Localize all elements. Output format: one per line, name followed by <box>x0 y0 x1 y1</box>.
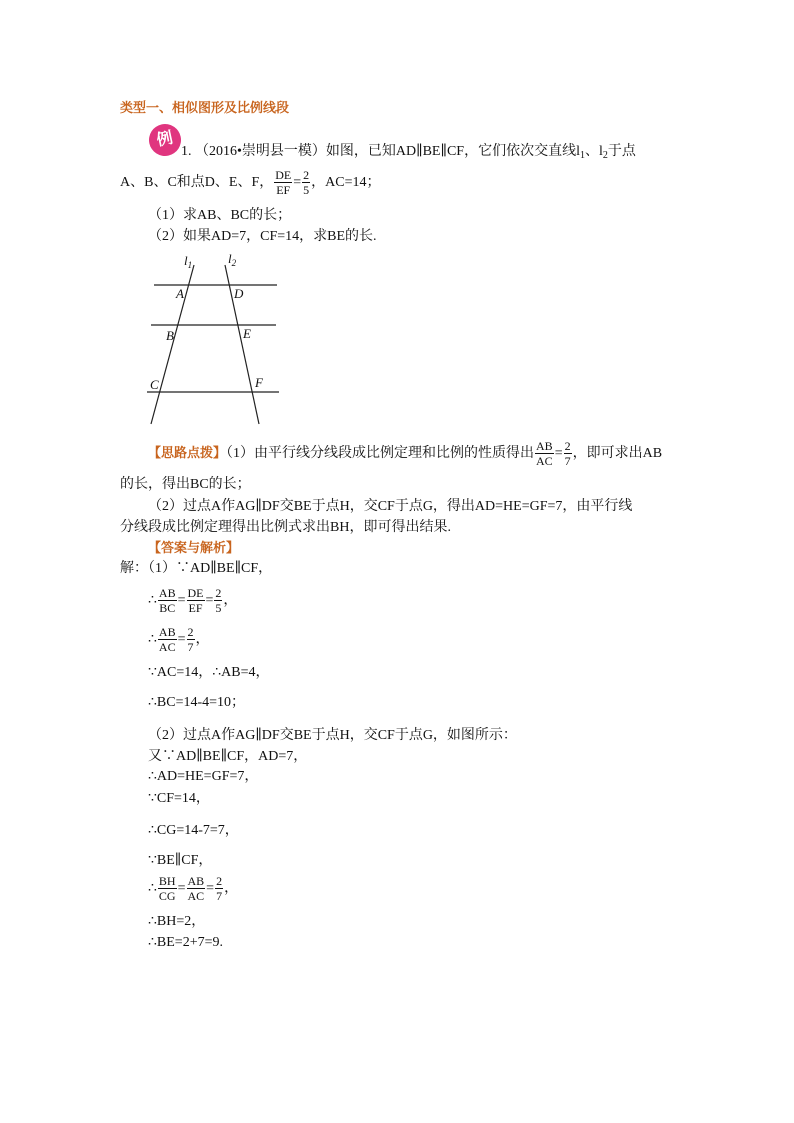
answer-step-5: ∴BC=14-4=10； <box>148 695 246 710</box>
denominator: EF <box>276 183 291 198</box>
answer-step-4: ∵AC=14，∴AB=4， <box>148 665 270 680</box>
label-e: E <box>243 326 251 341</box>
numerator: BH <box>158 874 176 889</box>
fraction <box>187 874 206 903</box>
denominator: 7 <box>187 640 194 655</box>
answer-step-1: 解：（1）∵AD∥BE∥CF， <box>120 561 273 576</box>
denominator: 7 <box>564 454 571 469</box>
numerator: AB <box>536 439 553 454</box>
answer-step-9: ∵CF=14， <box>148 791 210 806</box>
denominator: AC <box>158 640 176 655</box>
subscript: 2 <box>602 150 608 161</box>
numerator: AB <box>158 586 176 601</box>
equals: = <box>177 593 186 608</box>
fraction <box>158 625 177 654</box>
fraction <box>187 586 205 615</box>
answer-step-14: ∴BE=2+7=9. <box>148 935 223 950</box>
answer-step-8: ∴AD=HE=GF=7， <box>148 769 259 784</box>
label-a: A <box>176 286 184 301</box>
denominator: BC <box>159 601 176 616</box>
numerator: 2 <box>216 874 223 889</box>
hint-text: （1）由平行线分线段成比例定理和比例的性质得出 <box>226 446 535 461</box>
therefore-symbol: ∴ <box>148 881 157 896</box>
hint-line-4: 分线段成比例定理得出比例式求出BH，即可得出结果. <box>120 520 451 535</box>
numerator: 2 <box>303 168 310 183</box>
fraction <box>187 625 195 654</box>
parallel-lines-figure <box>0 0 794 440</box>
answer-step-12 <box>148 872 238 906</box>
fraction <box>214 586 222 615</box>
problem-text: 1. （2016•崇明县一模）如图，已知AD∥BE∥CF，它们依次交直线l <box>181 144 580 159</box>
denominator: 5 <box>303 183 310 198</box>
answer-step-2 <box>148 584 237 618</box>
denominator: AC <box>187 889 205 904</box>
equals: = <box>554 446 563 461</box>
hint-line-3: （2）过点A作AG∥DF交BE于点H，交CF于点G，得出AD=HE=GF=7，由平行线 <box>148 499 633 514</box>
hint-line-2: 的长，得出BC的长； <box>120 477 251 492</box>
problem-text: ，AC=14； <box>311 175 381 190</box>
section-title: 类型一、相似图形及比例线段 <box>120 101 290 116</box>
problem-text: A、B、C和点D、E、F， <box>120 175 274 190</box>
denominator: AC <box>536 454 553 469</box>
fraction <box>564 439 572 468</box>
denominator: 5 <box>215 601 222 616</box>
equals: = <box>293 175 302 190</box>
hint-label: 【思路点拨】 <box>148 446 227 461</box>
punctuation: ， <box>223 593 238 608</box>
equals: = <box>206 881 215 896</box>
equals: = <box>205 593 214 608</box>
answer-step-11: ∵BE∥CF， <box>148 853 213 868</box>
punctuation: ， <box>195 632 210 647</box>
hint-line-1 <box>148 437 662 471</box>
numerator: 2 <box>564 439 571 454</box>
label-d: D <box>234 286 244 301</box>
answer-step-6: （2）过点A作AG∥DF交BE于点H，交CF于点G，如图所示： <box>148 728 517 743</box>
problem-text: 、l <box>584 144 603 159</box>
example-badge: 例 <box>146 121 184 159</box>
numerator: 2 <box>187 625 194 640</box>
numerator: AB <box>158 625 176 640</box>
answer-step-10: ∴CG=14-7=7， <box>148 823 239 838</box>
label-b: B <box>166 328 174 343</box>
fraction <box>215 874 223 903</box>
denominator: EF <box>188 601 203 616</box>
denominator: CG <box>158 889 176 904</box>
label-l2: $l_2$ <box>228 251 237 268</box>
answer-step-13: ∴BH=2， <box>148 914 206 929</box>
question-1: （1）求AB、BC的长； <box>148 208 292 223</box>
equals: = <box>177 881 186 896</box>
punctuation: ， <box>224 881 239 896</box>
therefore-symbol: ∴ <box>148 593 157 608</box>
equals: = <box>177 632 186 647</box>
fraction <box>158 586 177 615</box>
numerator: AB <box>187 874 205 889</box>
label-l1: $l_1$ <box>184 253 193 270</box>
fraction <box>158 874 177 903</box>
label-f: F <box>255 375 263 390</box>
line-l1 <box>151 265 194 424</box>
numerator: DE <box>187 586 204 601</box>
answer-step-3 <box>148 623 210 657</box>
answer-label: 【答案与解析】 <box>148 541 240 556</box>
answer-step-7: 又∵AD∥BE∥CF，AD=7， <box>148 749 308 764</box>
hint-text: ，即可求出AB <box>572 446 663 461</box>
denominator: 7 <box>216 889 223 904</box>
fraction <box>535 439 554 468</box>
therefore-symbol: ∴ <box>148 632 157 647</box>
question-2: （2）如果AD=7，CF=14，求BE的长. <box>148 229 377 244</box>
problem-text: 于点 <box>607 144 636 159</box>
numerator: DE <box>275 168 292 183</box>
subscript: 1 <box>579 150 585 161</box>
label-c: C <box>150 377 159 392</box>
numerator: 2 <box>215 586 222 601</box>
